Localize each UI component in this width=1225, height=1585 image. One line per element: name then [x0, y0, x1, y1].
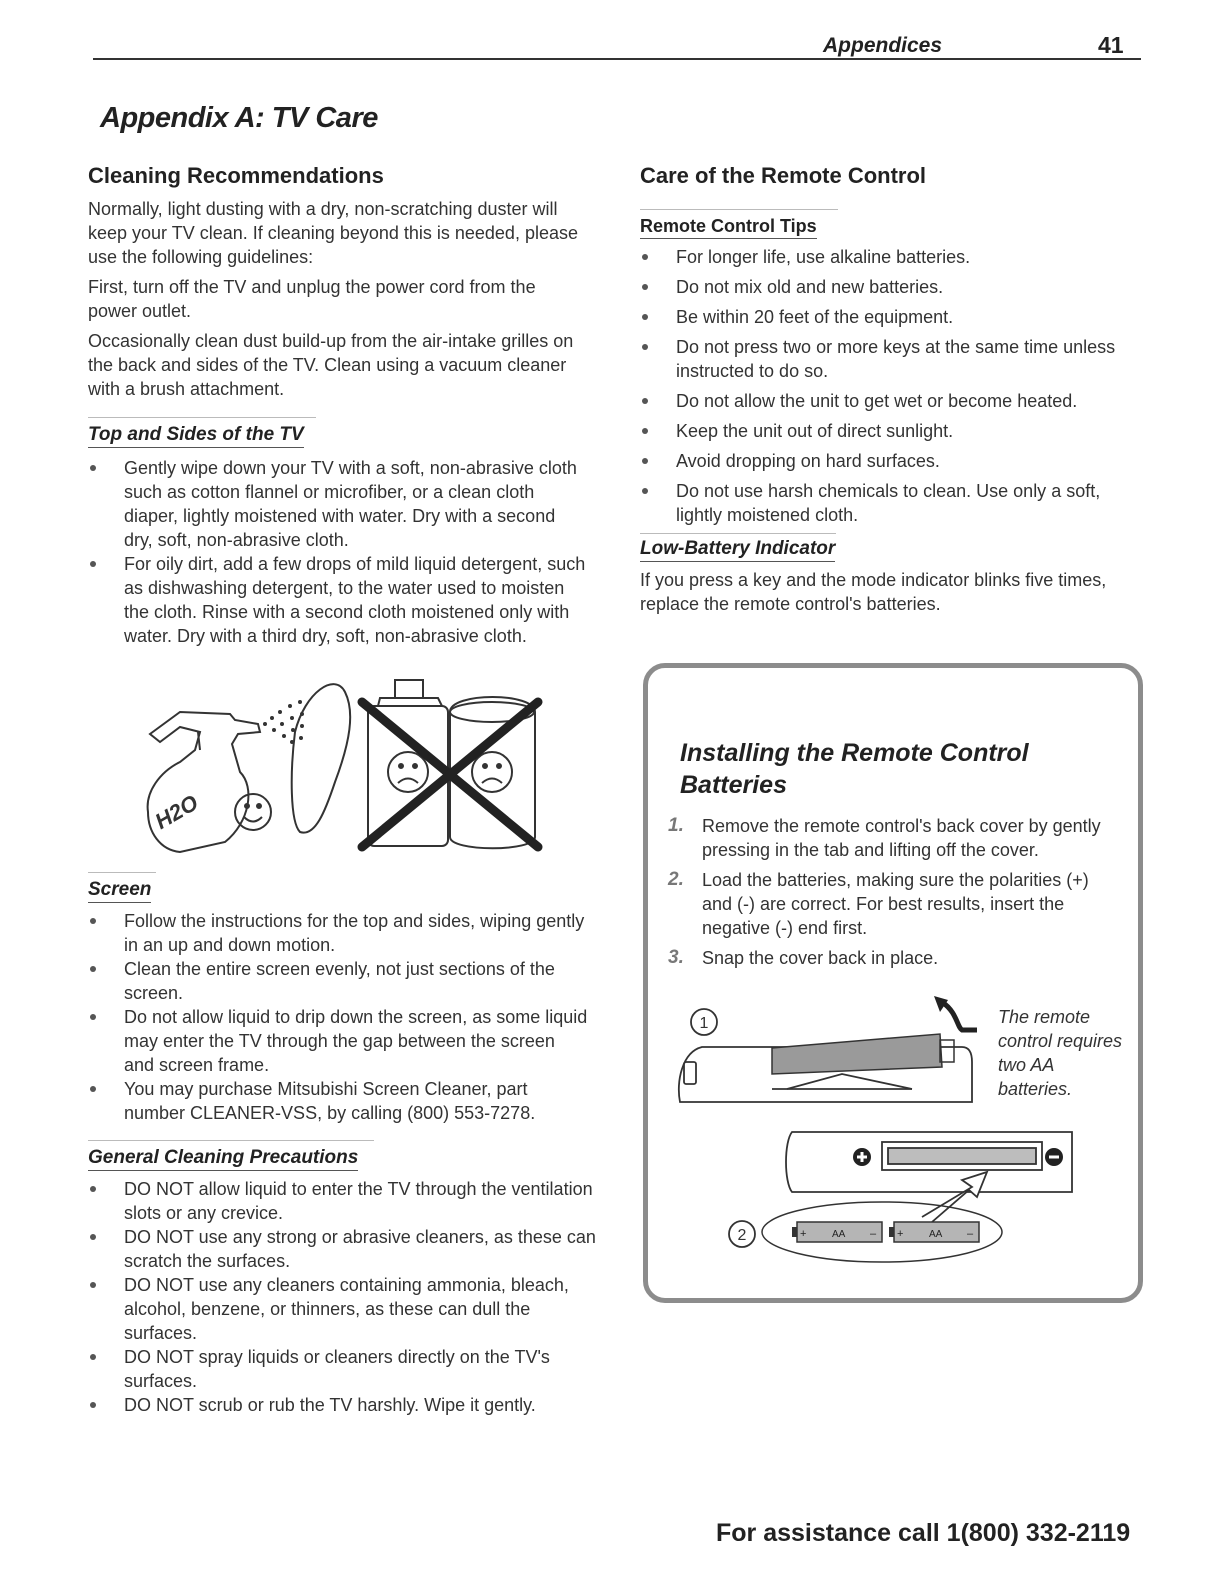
step-text: Remove the remote control's back cover by gently pressing in the tab and lifting off the cover. [702, 816, 1101, 860]
svg-text:+: + [800, 1228, 807, 1240]
svg-text:AA: AA [832, 1229, 846, 1240]
cloth-icon [292, 684, 350, 832]
low-battery-text: If you press a key and the mode indicator blinks five times, replace the remote control's batteries. [640, 570, 1107, 614]
install-step [668, 814, 1118, 862]
screen-section [88, 872, 588, 1125]
list-item: Do not press two or more keys at the same time unless instructed to do so. [640, 335, 1135, 383]
section-rule [640, 209, 838, 210]
remote-back-icon [786, 1132, 1072, 1192]
list-item: DO NOT spray liquids or cleaners directly on the TV's surfaces. [88, 1345, 598, 1393]
list-item: Avoid dropping on hard surfaces. [640, 449, 1135, 473]
list-item: Gently wipe down your TV with a soft, non-abrasive cloth such as cotton flannel or microfiber, or a clean cloth diaper, lightly moistened with water. Dry with a second dry, soft, non-abrasive cloth. [88, 456, 588, 552]
list-item: You may purchase Mitsubishi Screen Cleaner, part number CLEANER-VSS, by calling (800) 553-7278. [88, 1077, 588, 1125]
install-steps [668, 814, 1118, 976]
step-number: 3. [668, 947, 684, 968]
svg-text:AA: AA [929, 1229, 943, 1240]
list-item: Do not allow liquid to drip down the screen, as some liquid may enter the TV through the gap between the screen and screen frame. [88, 1005, 588, 1077]
aa-battery-icon [889, 1222, 979, 1242]
section-rule [88, 872, 156, 873]
step-number: 2. [668, 869, 684, 890]
cleaning-illustration [140, 672, 560, 862]
minus-terminal-icon [1045, 1148, 1063, 1166]
step-number: 1. [668, 815, 684, 836]
cleaning-section [88, 163, 588, 648]
aa-battery-icon [792, 1222, 882, 1242]
bottle-label: H2O [150, 789, 203, 835]
cleaning-paragraph: Normally, light dusting with a dry, non-scratching duster will keep your TV clean. If cleaning beyond this is needed, please use the following guidelines: [88, 199, 578, 267]
footer-assistance: For assistance call 1(800) 332-2119 [716, 1519, 1131, 1547]
list-item: Follow the instructions for the top and sides, wiping gently in an up and down motion. [88, 909, 588, 957]
list-item: DO NOT scrub or rub the TV harshly. Wipe it gently. [88, 1393, 598, 1417]
list-item: DO NOT use any strong or abrasive cleaners, as these can scratch the surfaces. [88, 1225, 598, 1273]
sad-face-icon [472, 752, 512, 792]
step-text: Snap the cover back in place. [702, 948, 939, 968]
step-text: Load the batteries, making sure the polarities (+) and (-) are correct. For best results, insert the negative (-) end first. [702, 870, 1089, 938]
running-header-section: Appendices [823, 34, 943, 57]
page-number: 41 [1098, 32, 1124, 58]
battery-cover-icon [772, 1034, 954, 1074]
top-sides-list [88, 456, 588, 648]
precautions-section [88, 1140, 598, 1417]
svg-text:1: 1 [699, 1015, 709, 1032]
step-1-marker [691, 1009, 717, 1035]
list-item: DO NOT use any cleaners containing ammonia, bleach, alcohol, benzene, or thinners, as these can dull the surfaces. [88, 1273, 598, 1345]
cleaning-paragraph: Occasionally clean dust build-up from the air-intake grilles on the back and sides of the TV. Clean using a vacuum cleaner with a brush attachment. [88, 331, 574, 399]
precautions-list [88, 1177, 598, 1417]
section-rule [88, 1140, 374, 1141]
step-2-marker [729, 1221, 755, 1247]
remote-tips-list [640, 245, 1135, 527]
svg-text:–: – [967, 1228, 974, 1240]
remote-care-heading: Care of the Remote Control [640, 163, 927, 188]
section-rule [88, 417, 316, 418]
svg-text:+: + [897, 1228, 904, 1240]
battery-caption: The remote control requires two AA batteries. [998, 1007, 1123, 1099]
cleaning-paragraph: First, turn off the TV and unplug the power cord from the power outlet. [88, 277, 536, 321]
sad-face-icon [388, 752, 428, 792]
list-item: Do not mix old and new batteries. [640, 275, 1135, 299]
svg-text:–: – [870, 1228, 877, 1240]
appendix-title: Appendix A: TV Care [100, 102, 378, 134]
list-item: For oily dirt, add a few drops of mild liquid detergent, such as dishwashing detergent, to the water used to moisten the cloth. Rinse with a second cloth moistened only with water. Dry with a third dry, soft, non-abrasive cloth. [88, 552, 588, 648]
plus-terminal-icon [853, 1148, 871, 1166]
screen-heading: Screen [88, 879, 151, 903]
list-item: Do not allow the unit to get wet or become heated. [640, 389, 1135, 413]
header-rule [93, 58, 1141, 60]
smiley-icon [235, 794, 271, 830]
list-item: Be within 20 feet of the equipment. [640, 305, 1135, 329]
install-step [668, 868, 1118, 940]
list-item: Clean the entire screen evenly, not just sections of the screen. [88, 957, 588, 1005]
low-battery-heading: Low-Battery Indicator [640, 538, 835, 562]
list-item: Do not use harsh chemicals to clean. Use only a soft, lightly moistened cloth. [640, 479, 1135, 527]
precautions-heading: General Cleaning Precautions [88, 1147, 358, 1171]
screen-list [88, 909, 588, 1125]
top-sides-heading: Top and Sides of the TV [88, 424, 304, 448]
svg-text:2: 2 [737, 1227, 747, 1244]
remote-tips-heading: Remote Control Tips [640, 216, 817, 239]
section-rule [640, 533, 836, 534]
list-item: DO NOT allow liquid to enter the TV through the ventilation slots or any crevice. [88, 1177, 598, 1225]
list-item: Keep the unit out of direct sunlight. [640, 419, 1135, 443]
install-title: Installing the Remote Control Batteries [680, 739, 1029, 799]
cleaning-heading: Cleaning Recommendations [88, 163, 384, 188]
lift-arrow-icon [942, 1002, 977, 1030]
list-item: For longer life, use alkaline batteries. [640, 245, 1135, 269]
install-step [668, 946, 1118, 970]
remote-care-section [640, 163, 1140, 616]
